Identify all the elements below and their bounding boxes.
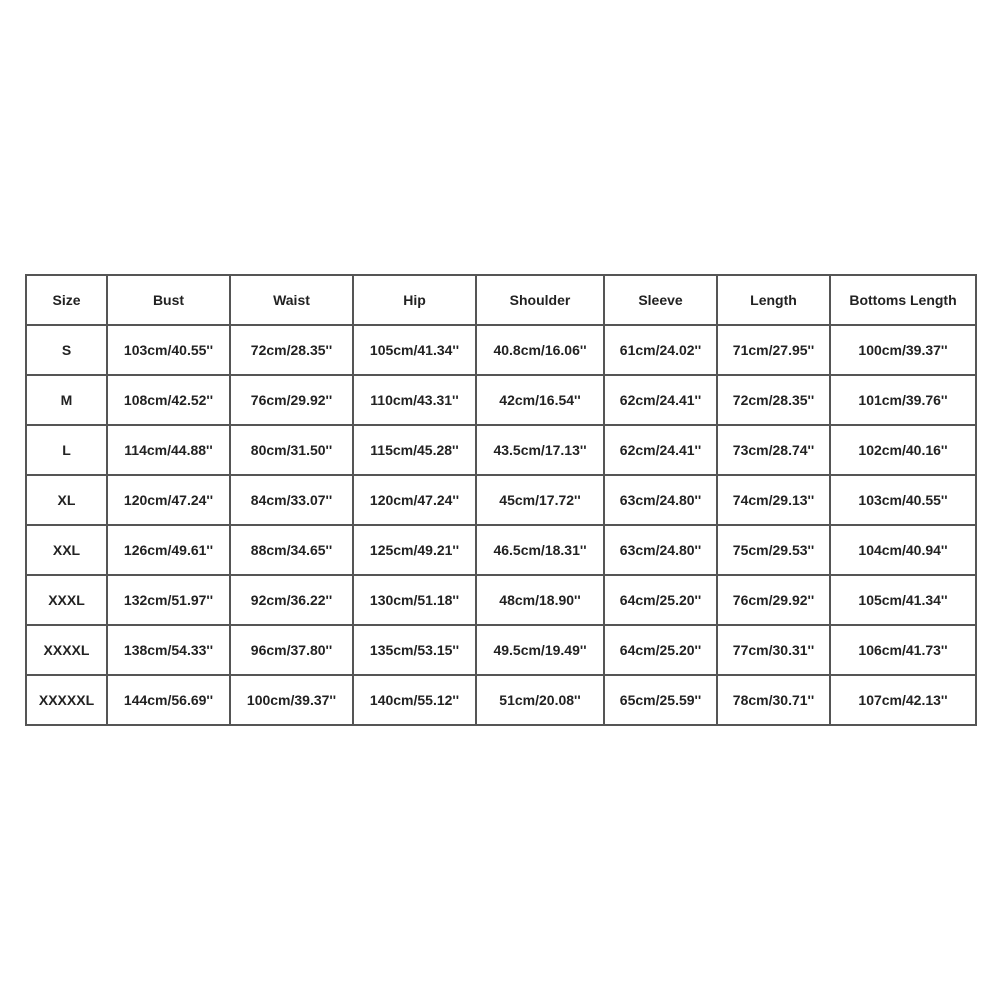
- cell-hip: 135cm/53.15'': [353, 625, 476, 675]
- cell-bust: 120cm/47.24'': [107, 475, 230, 525]
- cell-shoulder: 45cm/17.72'': [476, 475, 604, 525]
- cell-sleeve: 63cm/24.80'': [604, 525, 717, 575]
- cell-size: XXL: [26, 525, 107, 575]
- header-row: [26, 275, 976, 325]
- cell-bust: 103cm/40.55'': [107, 325, 230, 375]
- cell-sleeve: 63cm/24.80'': [604, 475, 717, 525]
- cell-shoulder: 51cm/20.08'': [476, 675, 604, 725]
- cell-waist: 84cm/33.07'': [230, 475, 353, 525]
- table-row: [26, 325, 976, 375]
- table-row: [26, 475, 976, 525]
- cell-waist: 80cm/31.50'': [230, 425, 353, 475]
- cell-waist: 92cm/36.22'': [230, 575, 353, 625]
- cell-bottoms-length: 100cm/39.37'': [830, 325, 976, 375]
- header-hip: Hip: [353, 275, 476, 325]
- table-row: [26, 675, 976, 725]
- cell-size: XXXL: [26, 575, 107, 625]
- cell-bust: 138cm/54.33'': [107, 625, 230, 675]
- cell-bottoms-length: 107cm/42.13'': [830, 675, 976, 725]
- cell-size: M: [26, 375, 107, 425]
- header-waist: Waist: [230, 275, 353, 325]
- cell-waist: 96cm/37.80'': [230, 625, 353, 675]
- cell-bottoms-length: 104cm/40.94'': [830, 525, 976, 575]
- cell-bust: 126cm/49.61'': [107, 525, 230, 575]
- cell-shoulder: 46.5cm/18.31'': [476, 525, 604, 575]
- cell-waist: 76cm/29.92'': [230, 375, 353, 425]
- cell-hip: 105cm/41.34'': [353, 325, 476, 375]
- cell-hip: 115cm/45.28'': [353, 425, 476, 475]
- cell-length: 77cm/30.31'': [717, 625, 830, 675]
- cell-length: 76cm/29.92'': [717, 575, 830, 625]
- header-shoulder: Shoulder: [476, 275, 604, 325]
- cell-shoulder: 43.5cm/17.13'': [476, 425, 604, 475]
- cell-hip: 140cm/55.12'': [353, 675, 476, 725]
- cell-size: XXXXXL: [26, 675, 107, 725]
- cell-length: 72cm/28.35'': [717, 375, 830, 425]
- cell-shoulder: 49.5cm/19.49'': [476, 625, 604, 675]
- header-size: Size: [26, 275, 107, 325]
- cell-sleeve: 61cm/24.02'': [604, 325, 717, 375]
- cell-hip: 130cm/51.18'': [353, 575, 476, 625]
- cell-sleeve: 62cm/24.41'': [604, 425, 717, 475]
- table-row: [26, 575, 976, 625]
- header-bottoms-length: Bottoms Length: [830, 275, 976, 325]
- table-body: [26, 325, 976, 725]
- cell-length: 78cm/30.71'': [717, 675, 830, 725]
- cell-bust: 114cm/44.88'': [107, 425, 230, 475]
- cell-bottoms-length: 105cm/41.34'': [830, 575, 976, 625]
- table-row: [26, 425, 976, 475]
- cell-sleeve: 64cm/25.20'': [604, 575, 717, 625]
- cell-size: XL: [26, 475, 107, 525]
- cell-bottoms-length: 103cm/40.55'': [830, 475, 976, 525]
- header-bust: Bust: [107, 275, 230, 325]
- cell-sleeve: 64cm/25.20'': [604, 625, 717, 675]
- cell-bust: 108cm/42.52'': [107, 375, 230, 425]
- cell-hip: 110cm/43.31'': [353, 375, 476, 425]
- cell-waist: 72cm/28.35'': [230, 325, 353, 375]
- table-row: [26, 625, 976, 675]
- cell-length: 75cm/29.53'': [717, 525, 830, 575]
- header-length: Length: [717, 275, 830, 325]
- cell-shoulder: 42cm/16.54'': [476, 375, 604, 425]
- cell-sleeve: 62cm/24.41'': [604, 375, 717, 425]
- cell-length: 74cm/29.13'': [717, 475, 830, 525]
- cell-waist: 100cm/39.37'': [230, 675, 353, 725]
- cell-shoulder: 48cm/18.90'': [476, 575, 604, 625]
- cell-bottoms-length: 106cm/41.73'': [830, 625, 976, 675]
- cell-bottoms-length: 102cm/40.16'': [830, 425, 976, 475]
- cell-size: L: [26, 425, 107, 475]
- cell-bust: 144cm/56.69'': [107, 675, 230, 725]
- cell-hip: 125cm/49.21'': [353, 525, 476, 575]
- cell-bottoms-length: 101cm/39.76'': [830, 375, 976, 425]
- cell-length: 71cm/27.95'': [717, 325, 830, 375]
- cell-hip: 120cm/47.24'': [353, 475, 476, 525]
- header-sleeve: Sleeve: [604, 275, 717, 325]
- table-row: [26, 525, 976, 575]
- cell-size: XXXXL: [26, 625, 107, 675]
- cell-shoulder: 40.8cm/16.06'': [476, 325, 604, 375]
- cell-size: S: [26, 325, 107, 375]
- cell-length: 73cm/28.74'': [717, 425, 830, 475]
- cell-sleeve: 65cm/25.59'': [604, 675, 717, 725]
- cell-waist: 88cm/34.65'': [230, 525, 353, 575]
- cell-bust: 132cm/51.97'': [107, 575, 230, 625]
- table-row: [26, 375, 976, 425]
- size-chart-table: [25, 274, 977, 726]
